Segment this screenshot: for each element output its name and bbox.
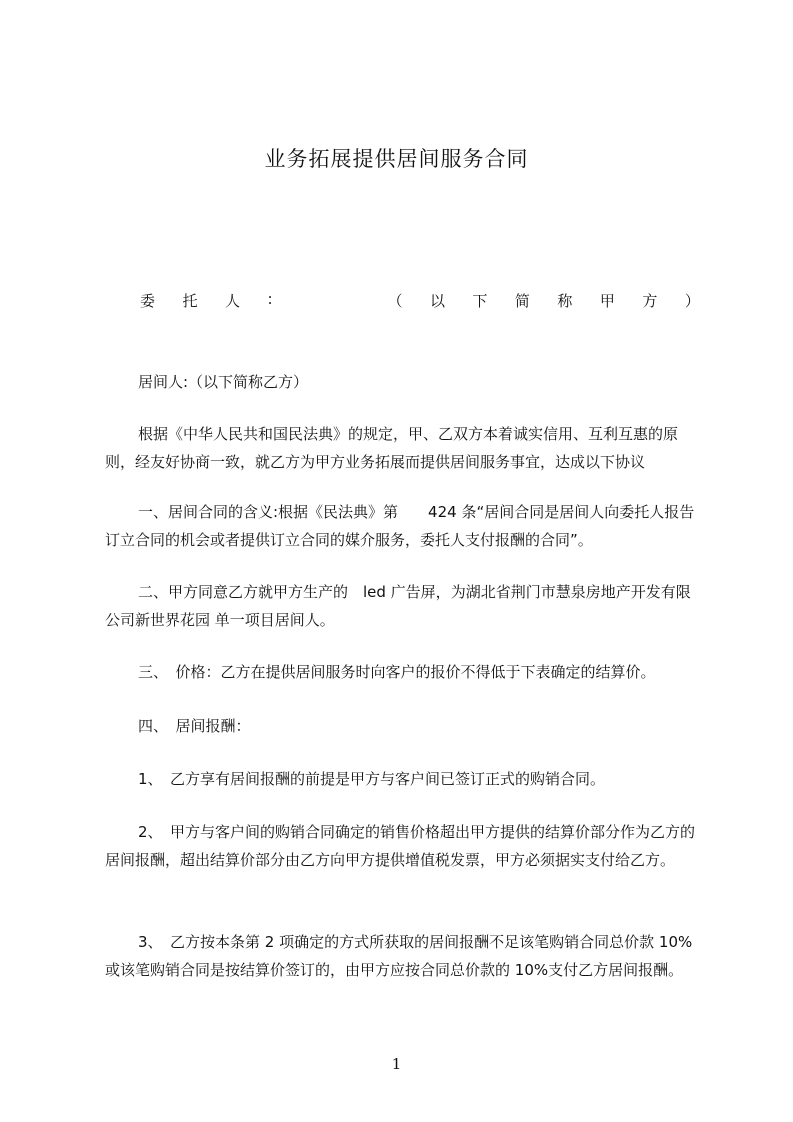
delegate-char: 方: [642, 292, 658, 310]
clause-3-paragraph: 三、 价格：乙方在提供居间服务时向客户的报价不得低于下表确定的结算价。: [138, 663, 656, 681]
page-title: 业务拓展提供居间服务合同: [264, 147, 529, 171]
delegate-char: 人: [224, 292, 240, 310]
delegate-char: 甲: [599, 292, 615, 310]
delegate-char: 简: [514, 292, 530, 310]
item-2-paragraph: 2、 甲方与客户间的购销合同确定的销售价格超出甲方提供的结算价部分作为乙方的居间报酬，超出结算价部分由乙方向甲方提供增值税发票，甲方必须据实支付给乙方。: [105, 823, 696, 869]
page-number: 1: [391, 1055, 402, 1073]
delegate-line: [140, 290, 700, 311]
item-3-paragraph: 3、 乙方按本条第 2 项确定的方式所获取的居间报酬不足该笔购销合同总价款 10%或该笔购销合同是按结算价签订的，由甲方应按合同总价款的 10%支付乙方居间报酬。: [105, 933, 693, 979]
delegate-char: 下: [472, 292, 488, 310]
delegate-char: （: [387, 292, 403, 310]
delegate-blank: [300, 290, 360, 311]
delegate-char: 托: [182, 292, 198, 310]
delegate-char: ）: [684, 292, 700, 310]
clause-4-heading: 四、 居间报酬：: [138, 717, 251, 735]
delegate-char: 以: [429, 292, 445, 310]
delegate-char: 称: [557, 292, 573, 310]
delegate-char: :: [267, 290, 273, 308]
intermediary-line: 居间人:（以下简称乙方）: [138, 373, 309, 391]
clause-2-paragraph: 二、甲方同意乙方就甲方生产的 led 广告屏，为湖北省荆门市慧泉房地产开发有限公司新世界花园 单一项目居间人。: [105, 583, 691, 629]
preamble-paragraph: 根据《中华人民共和国民法典》的规定，甲、乙双方本着诚实信用、互利互惠的原则，经友好协商一致，就乙方为甲方业务拓展而提供居间服务事宜，达成以下协议: [105, 425, 679, 471]
item-1-paragraph: 1、 乙方享有居间报酬的前提是甲方与客户间已签订正式的购销合同。: [138, 770, 606, 788]
clause-1-paragraph: 一、居间合同的含义:根据《民法典》第 424 条“居间合同是居间人向委托人报告订立合同的机会或者提供订立合同的媒介服务，委托人支付报酬的合同”。: [105, 503, 695, 549]
delegate-char: 委: [140, 292, 156, 310]
